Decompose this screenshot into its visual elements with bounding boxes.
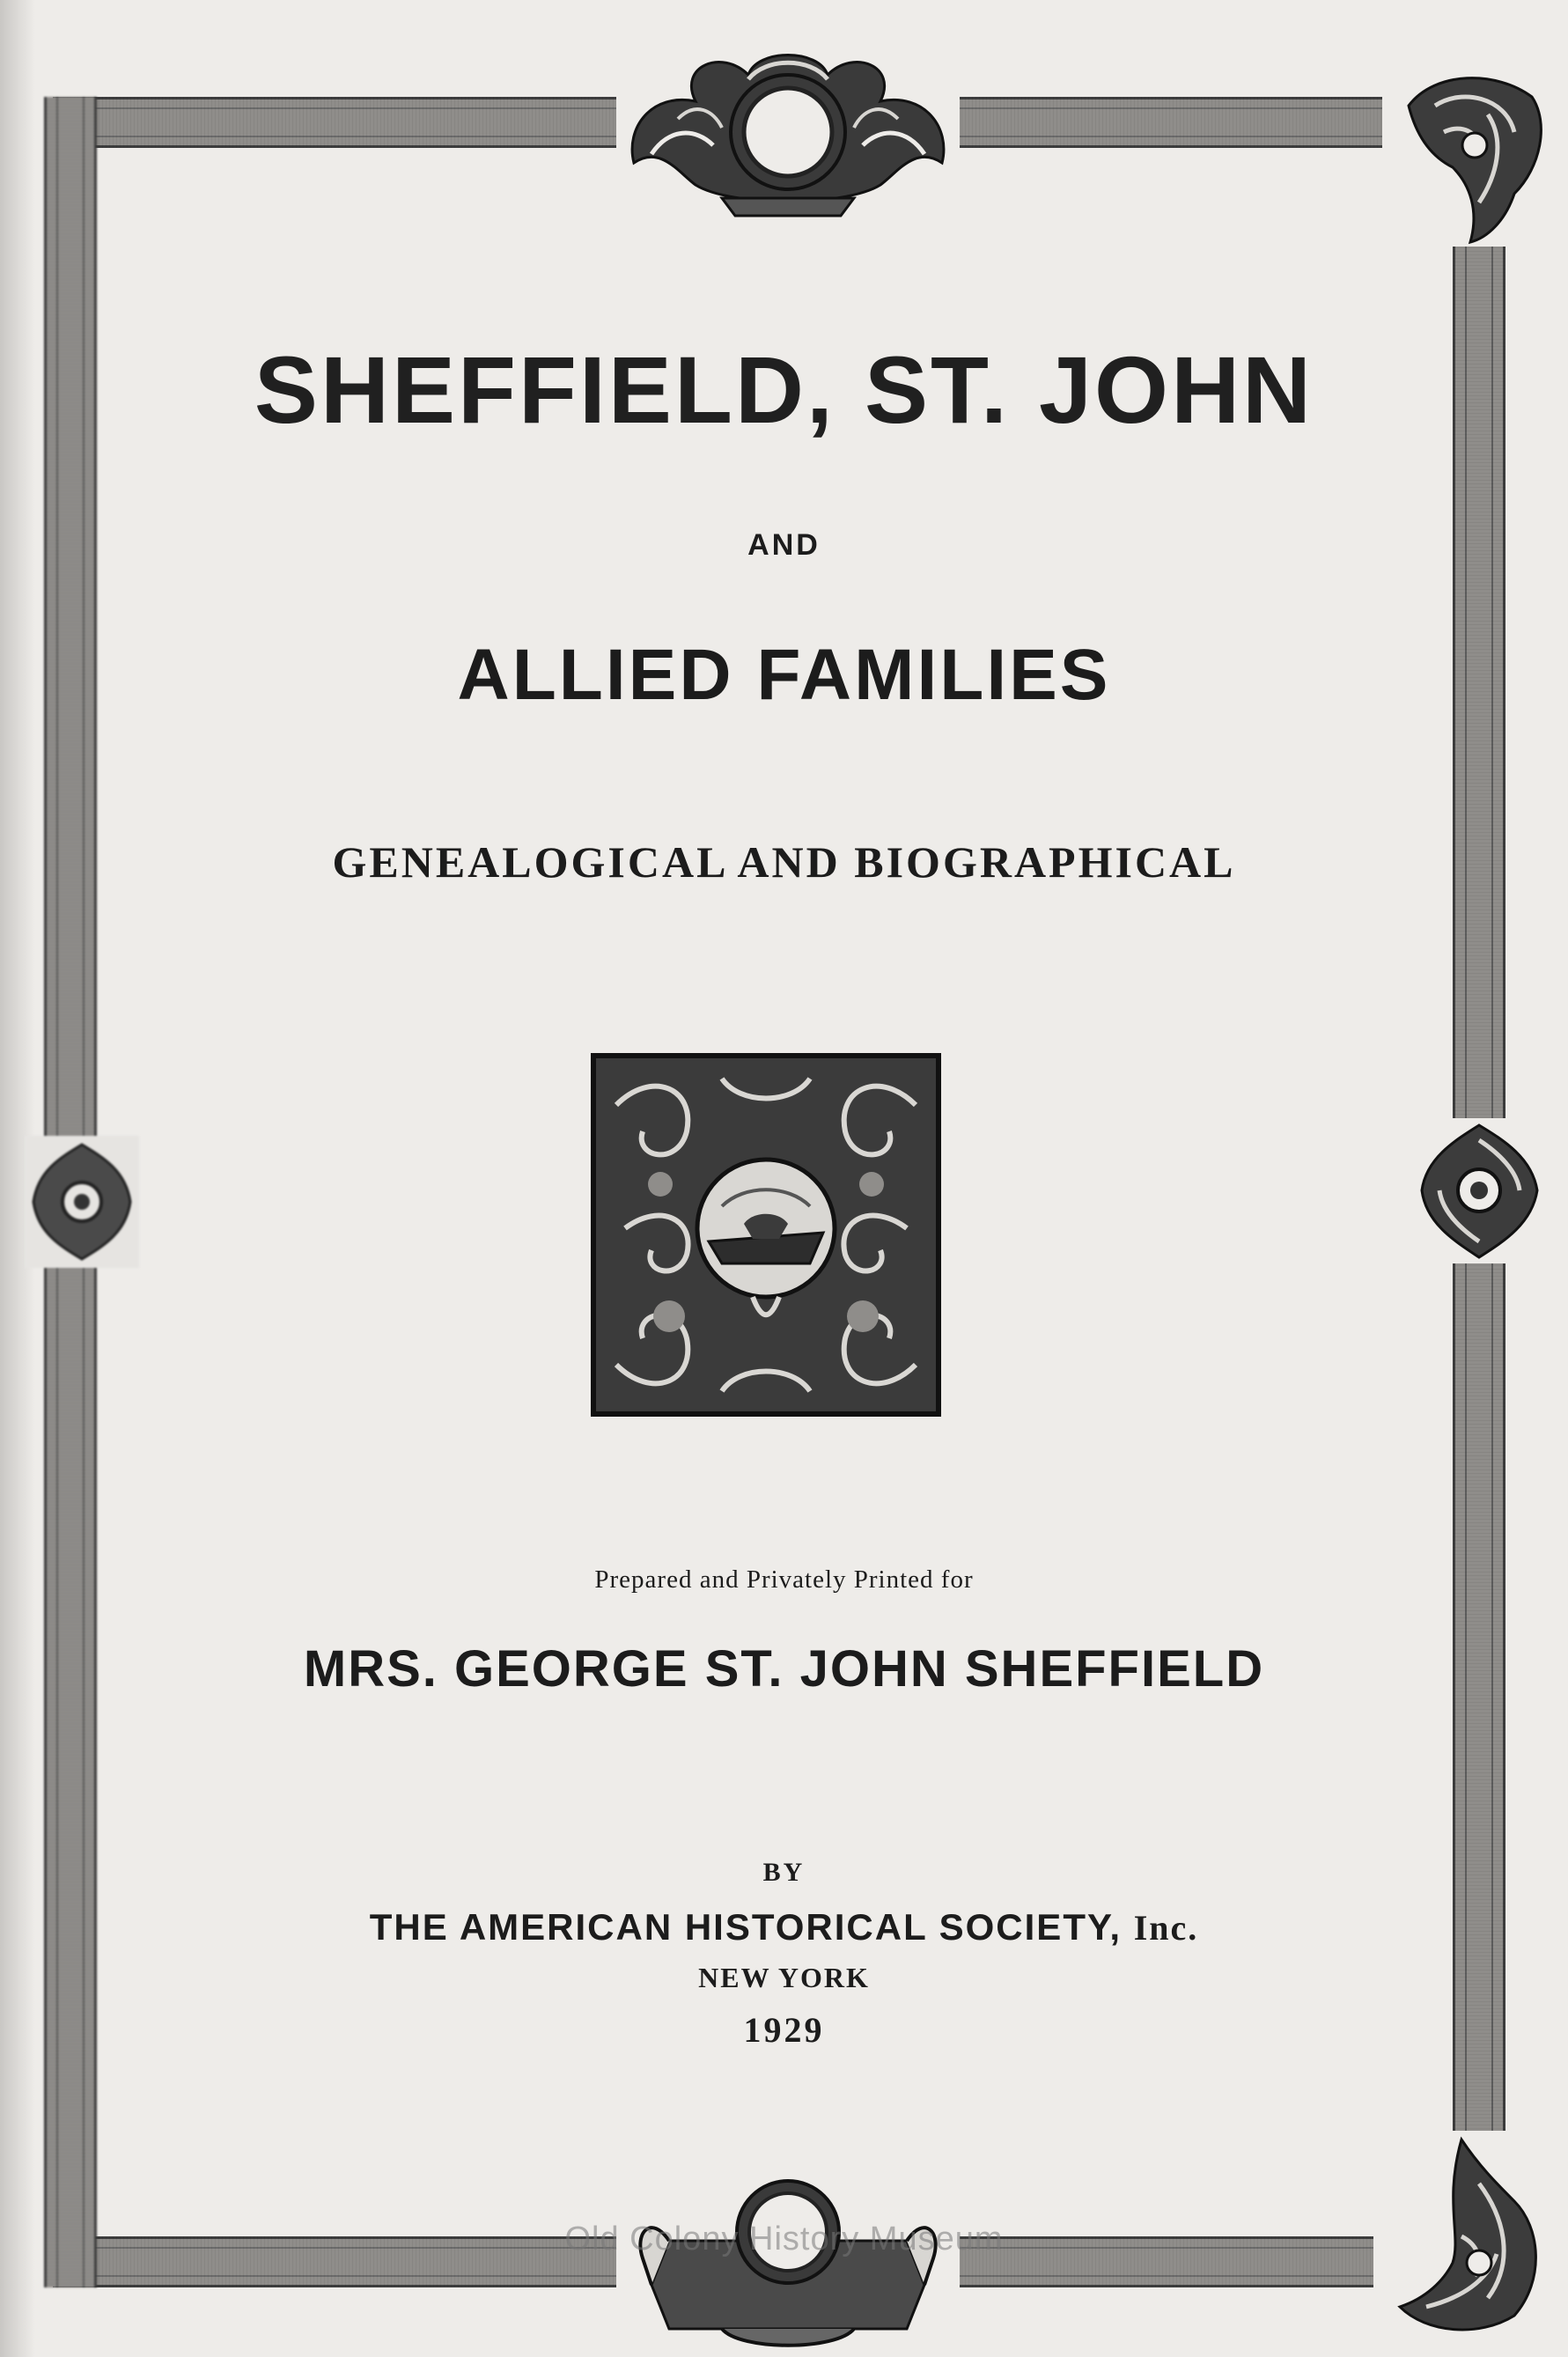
publisher <box>0 1906 1568 1948</box>
rosette-icon <box>25 1136 139 1268</box>
scroll-ornament-icon <box>616 2162 960 2357</box>
subtitle: GENEALOGICAL AND BIOGRAPHICAL <box>332 837 1236 887</box>
recipient-name: MRS. GEORGE ST. JOHN SHEFFIELD <box>303 1640 1265 1698</box>
publication-year: 1929 <box>743 2010 825 2050</box>
title-line-1: SHEFFIELD, ST. JOHN <box>254 336 1314 443</box>
title-line-2: ALLIED FAMILIES <box>457 635 1111 715</box>
watermark: Old Colony History Museum <box>564 2221 1004 2258</box>
prepared-note: Prepared and Privately Printed for <box>594 1565 974 1594</box>
by-label: BY <box>762 1858 806 1887</box>
floral-vignette-icon <box>590 1052 942 1418</box>
acanthus-corner-icon <box>1382 62 1558 247</box>
publication-city: NEW YORK <box>698 1962 870 1993</box>
publisher-suffix: Inc. <box>1133 1908 1199 1948</box>
title-conjunction: AND <box>747 528 821 562</box>
publisher-name: THE AMERICAN HISTORICAL SOCIETY, <box>369 1906 1123 1948</box>
rosette-icon <box>1416 1118 1543 1263</box>
cartouche-ornament-icon <box>616 31 960 220</box>
